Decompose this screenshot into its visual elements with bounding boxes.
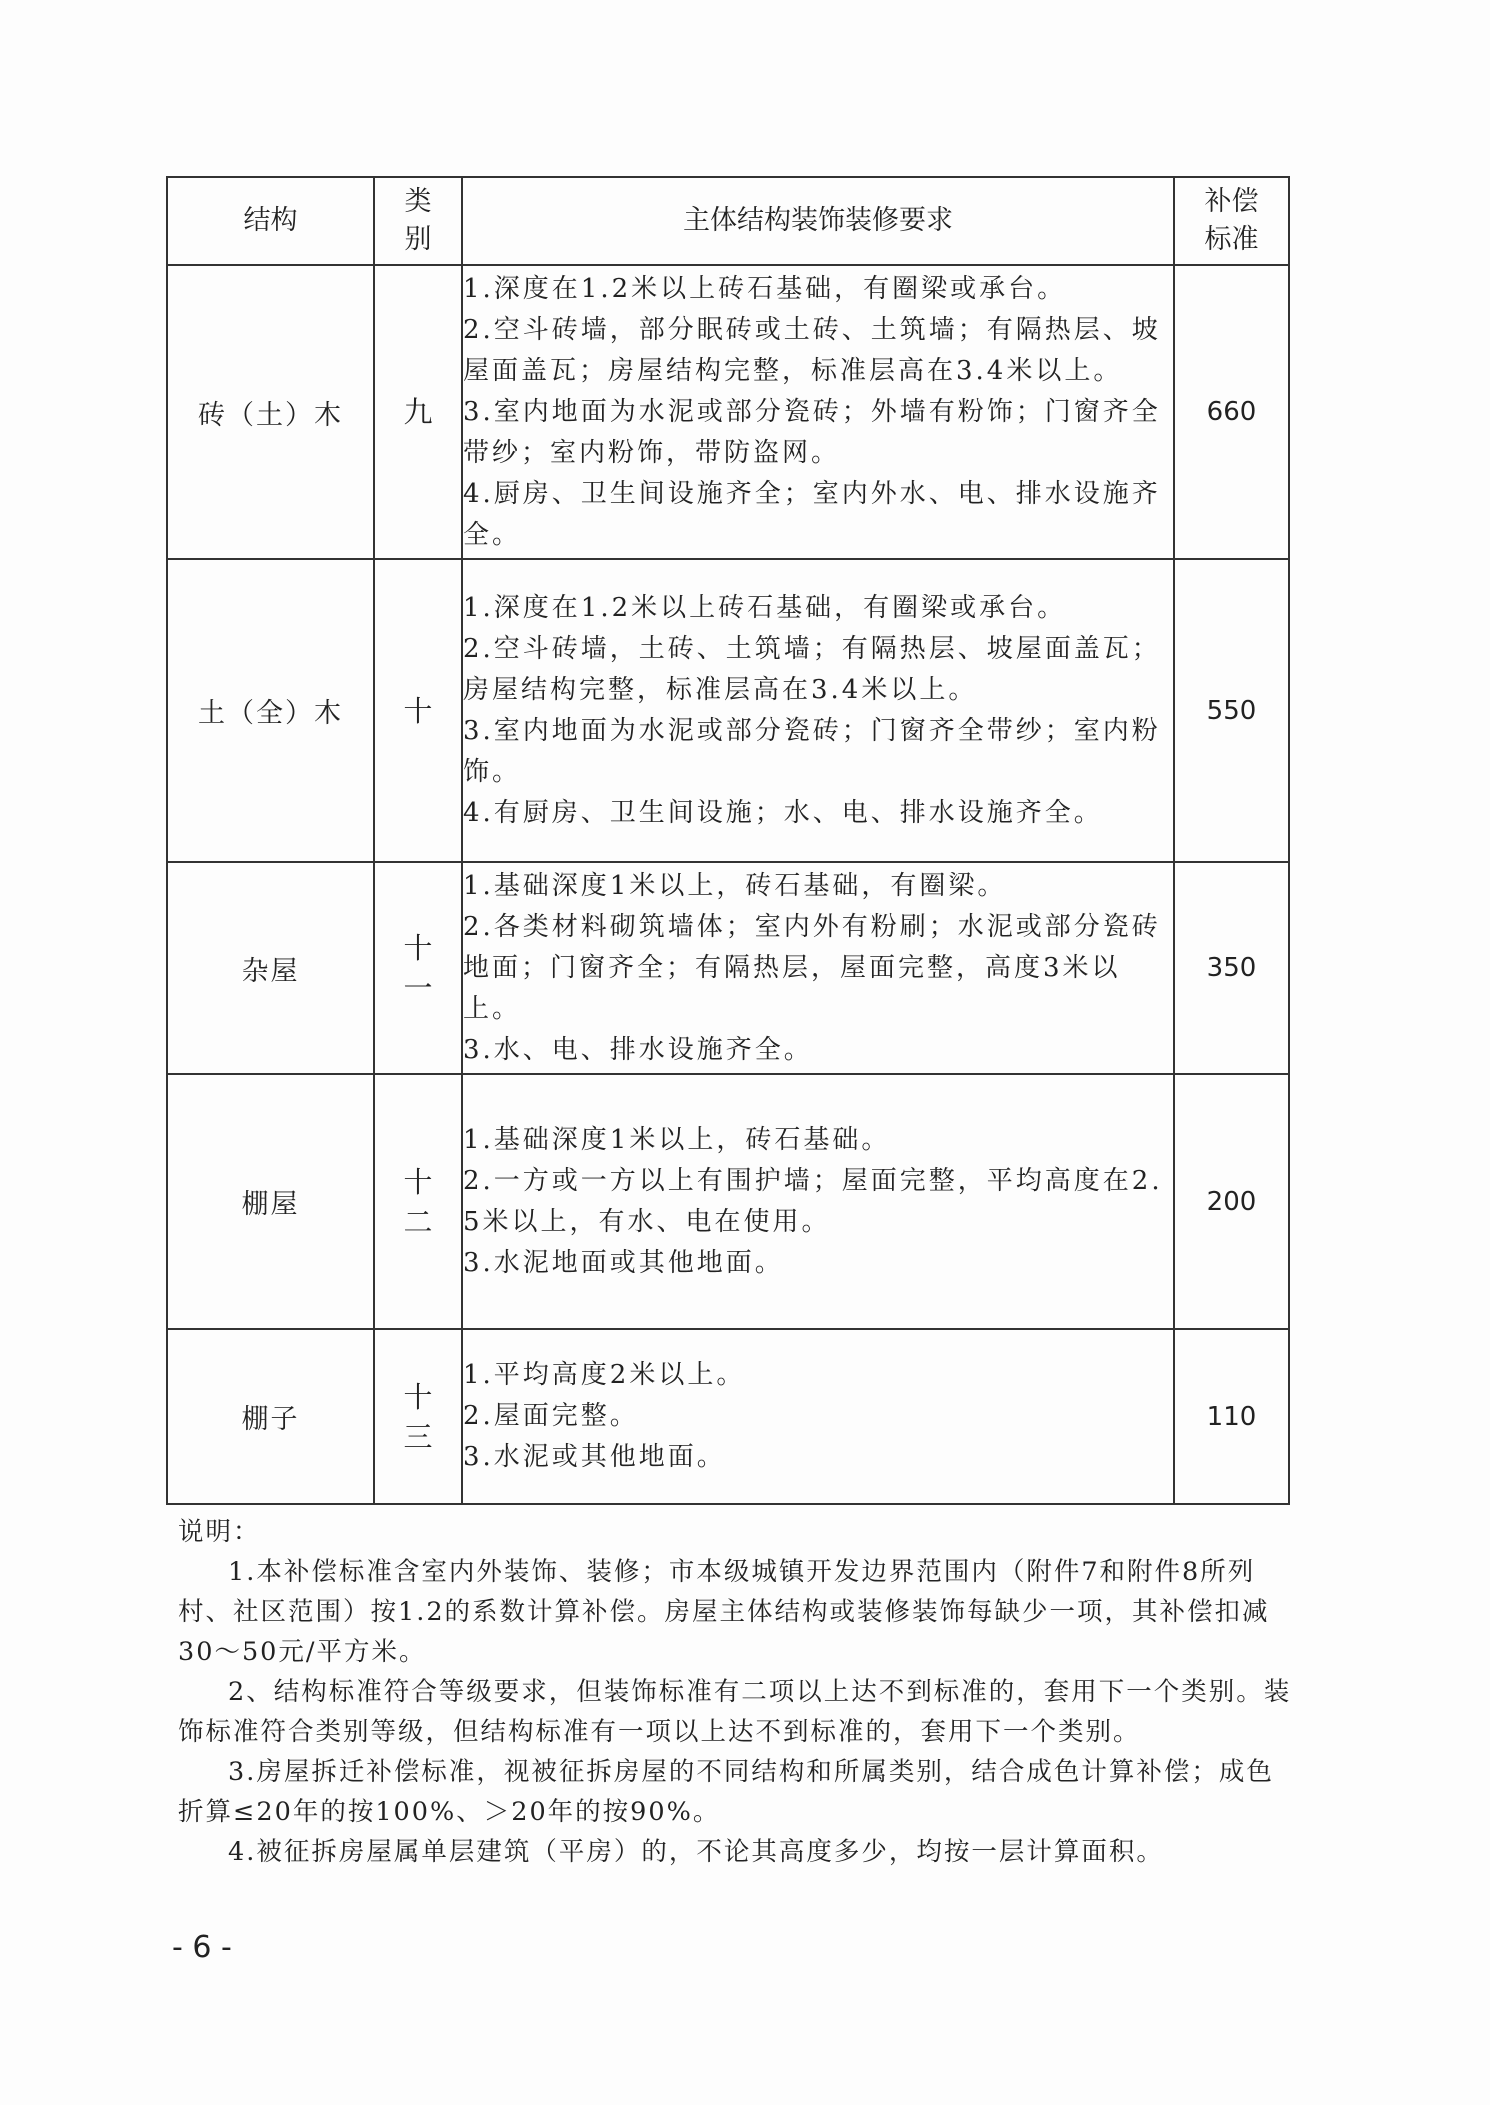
category-char: 二 — [403, 1204, 433, 1239]
requirement-item: 3.室内地面为水泥或部分瓷砖；门窗齐全带纱；室内粉饰。 — [463, 715, 1161, 787]
requirement-item: 3.水泥地面或其他地面。 — [463, 1247, 784, 1278]
category-cell — [374, 265, 462, 559]
note-item: 1.本补偿标准含室内外装饰、装修；市本级城镇开发边界范围内（附件7和附件8所列村、社区范围）按1.2的系数计算补偿。房屋主体结构或装修装饰每缺少一项，其补偿扣减30～50元/平方米。 — [178, 1557, 1270, 1667]
category-char: 三 — [403, 1419, 433, 1454]
category-cell — [374, 862, 462, 1074]
category-char: 一 — [403, 971, 433, 1005]
requirement-item: 2.屋面完整。 — [463, 1401, 639, 1431]
header-category — [374, 177, 462, 265]
requirements-cell — [462, 862, 1174, 1074]
page-number: - 6 - — [172, 1930, 232, 1965]
requirement-item: 1.深度在1.2米以上砖石基础，有圈梁或承台。 — [463, 592, 1067, 623]
compensation-table — [166, 176, 1290, 1505]
category-char: 十 — [403, 693, 433, 728]
requirement-item: 2.空斗砖墙，部分眠砖或土砖、土筑墙；有隔热层、坡屋面盖瓦；房屋结构完整，标准层高在3.4米以上。 — [463, 314, 1161, 386]
table-row — [167, 265, 1289, 559]
requirements-cell — [462, 559, 1174, 862]
requirement-item: 1.基础深度1米以上，砖石基础，有圈梁。 — [463, 870, 1007, 901]
table-row — [167, 1329, 1289, 1504]
requirement-item: 3.水、电、排水设施齐全。 — [463, 1034, 813, 1065]
table-header-row — [167, 177, 1289, 265]
notes-section — [178, 1512, 1293, 1872]
header-compensation-line: 标准 — [1204, 224, 1259, 255]
structure-cell: 棚子 — [167, 1329, 374, 1504]
category-cell — [374, 559, 462, 862]
structure-cell: 棚屋 — [167, 1074, 374, 1329]
requirement-item: 2.一方或一方以上有围护墙；屋面完整，平均高度在2.5米以上，有水、电在使用。 — [463, 1165, 1163, 1237]
category-char: 十 — [403, 1379, 433, 1414]
category-cell — [374, 1074, 462, 1329]
category-char: 十 — [403, 931, 433, 965]
structure-cell: 砖（土）木 — [167, 265, 374, 559]
table-row — [167, 559, 1289, 862]
category-char: 九 — [403, 395, 433, 429]
header-category-line: 别 — [404, 224, 432, 255]
table-row — [167, 862, 1289, 1074]
requirements-cell — [462, 265, 1174, 559]
compensation-cell: 550 — [1174, 559, 1289, 862]
requirements-cell — [462, 1074, 1174, 1329]
table-row — [167, 1074, 1289, 1329]
category-cell — [374, 1329, 462, 1504]
note-item: 3.房屋拆迁补偿标准，视被征拆房屋的不同结构和所属类别，结合成色计算补偿；成色折算≤20年的按100%、＞20年的按90%。 — [178, 1757, 1274, 1827]
category-char: 十 — [403, 1164, 433, 1199]
requirement-item: 1.基础深度1米以上，砖石基础。 — [463, 1124, 891, 1155]
requirement-item: 1.平均高度2米以上。 — [463, 1360, 746, 1390]
header-compensation-line: 补偿 — [1204, 186, 1259, 217]
requirement-item: 1.深度在1.2米以上砖石基础，有圈梁或承台。 — [463, 273, 1067, 304]
requirement-item: 3.水泥或其他地面。 — [463, 1442, 726, 1472]
requirement-item: 2.空斗砖墙，土砖、土筑墙；有隔热层、坡屋面盖瓦；房屋结构完整，标准层高在3.4米以上。 — [463, 633, 1161, 705]
compensation-cell: 350 — [1174, 862, 1289, 1074]
compensation-cell: 660 — [1174, 265, 1289, 559]
note-item: 2、结构标准符合等级要求，但装饰标准有二项以上达不到标准的，套用下一个类别。装饰标准符合类别等级，但结构标准有一项以上达不到标准的，套用下一个类别。 — [178, 1677, 1292, 1747]
header-category-line: 类 — [404, 186, 432, 217]
notes-title: 说明： — [178, 1517, 261, 1547]
compensation-cell: 200 — [1174, 1074, 1289, 1329]
structure-cell: 杂屋 — [167, 862, 374, 1074]
requirement-item: 3.室内地面为水泥或部分瓷砖；外墙有粉饰；门窗齐全带纱；室内粉饰，带防盗网。 — [463, 396, 1161, 468]
header-compensation — [1174, 177, 1289, 265]
requirements-cell — [462, 1329, 1174, 1504]
requirement-item: 2.各类材料砌筑墙体；室内外有粉刷；水泥或部分瓷砖地面；门窗齐全；有隔热层，屋面完整，高度3米以上。 — [463, 911, 1161, 1024]
requirement-item: 4.有厨房、卫生间设施；水、电、排水设施齐全。 — [463, 797, 1103, 828]
structure-cell: 土（全）木 — [167, 559, 374, 862]
compensation-cell: 110 — [1174, 1329, 1289, 1504]
note-item: 4.被征拆房屋属单层建筑（平房）的，不论其高度多少，均按一层计算面积。 — [228, 1837, 1164, 1867]
requirement-item: 4.厨房、卫生间设施齐全；室内外水、电、排水设施齐全。 — [463, 478, 1161, 550]
header-structure: 结构 — [167, 177, 374, 265]
header-requirements: 主体结构装饰装修要求 — [462, 177, 1174, 265]
